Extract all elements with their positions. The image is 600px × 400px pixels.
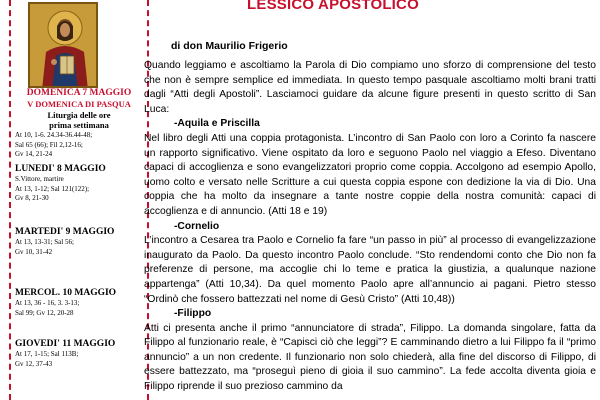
reading-ref: At 17, 1-15; Sal 113B; [15,350,79,358]
christ-pantocrator-icon [28,2,98,88]
sunday-readings [15,131,147,160]
reading-ref: Gv 12, 37-43 [15,359,53,368]
reading-ref: At 13, 36 - 16, 3. 3-13; [15,299,80,307]
reading-ref: Sal 99; Gv 12, 20-28 [15,308,74,317]
reading-ref: Sal 65 (66); Fil 2,12-16; [15,140,83,149]
reading-ref: At 10, 1-6. 24.34-36.44-48; [15,131,93,139]
reading-ref: Gv 14, 21-24 [15,150,53,158]
liturgical-calendar-sidebar [9,0,149,400]
reading-ref: S.Vittore, martire [15,175,64,183]
liturgia-line: Liturgia delle ore [47,110,111,120]
reading-ref: Gv 8, 21-30 [15,194,49,202]
reading-ref: Gv 10, 31-42 [15,247,53,256]
calendar-day-tuesday [15,227,147,257]
page-title: LESSICO APOSTOLICO [247,0,419,13]
calendar-day-label: MARTEDI' 9 MAGGIO [15,227,115,237]
section-paragraph: Atti ci presenta anche il primo “annunciatore di strada”, Filippo. La domanda singolare, fatta da Filippo al funzionario reale, è “Capisci ciò che leggi”? E camminando dietro a lui Filippo fa il “primo annuncio” a un non credente. Il funzionario non solo chiederà, alla fine del discorso di Filippo, di essere battezzato, ma “proseguì pieno di gioia il suo cammino”. La fede accolta diventa gioia e Filippo riprende il suo prezioso cammino da [144,322,596,393]
reading-ref: At 13, 13-31; Sal 56; [15,238,74,246]
section-heading: -Aquila e Priscilla [174,118,260,130]
reading-ref: At 13, 1-12; Sal 121(122); [15,184,90,193]
article-intro: Quando leggiamo e ascoltiamo la Parola di Dio compiamo uno sforzo di comprensione del testo che non è sempre semplice ed immediata. In questo tempo pasquale ascoltiamo molti brani tratti dagli “Atti degli Apostoli”. Lasciamoci guidare da alcune figure presenti in questo scritto di San Luca: [144,60,596,115]
calendar-day-monday [15,164,147,204]
calendar-day-label: GIOVEDI' 11 MAGGIO [15,339,116,349]
sunday-date-title: DOMENICA 7 MAGGIO [26,88,132,98]
liturgia-line: prima settimana [49,120,109,130]
sunday-liturgical-name: V DOMENICA DI PASQUA [27,99,131,109]
liturgia-ore-note [11,110,147,130]
section-heading: -Cornelio [174,220,220,232]
article-author: di don Maurilio Frigerio [171,40,288,52]
calendar-day-wednesday [15,288,147,318]
calendar-day-label: LUNEDI' 8 MAGGIO [15,164,106,174]
section-heading: -Filippo [174,308,212,320]
section-paragraph: L’incontro a Cesarea tra Paolo e Cornelio fa fare “un passo in più” al processo di evangelizzazione inaugurato da Paolo. Da questo incontro Paolo conclude. “Sto rendendomi conto che Dio non fa preferenze di persone, ma accoglie chi lo teme e pratica la giustizia, a qualunque nazione appartenga” (Atti 10,34). Da quel momento Paolo apre all’annuncio ai pagani. Pietro stesso “Ordinò che fossero battezzati nel nome di Gesù Cristo” (Atti 10,48)) [144,235,596,305]
section-paragraph: Nel libro degli Atti una coppia protagonista. L’incontro di San Paolo con loro a Corinto fa nascere un rapporto significativo. Viene ospitato da loro e seguono Paolo nel viaggio a Efeso. Diventano capaci di accoglienza e sono evangelizzatori proprio come coppia. Accolgono ad esempio Apollo, uomo colto e versato nelle Scritture a cui questa coppia espone con dedizione la via di Dio. Una coppia che ha molto da insegnare a tante nostre coppie della nostra comunità: capaci di accoglienza e di annuncio. (Atti 18 e 19) [144,132,596,217]
calendar-day-label: MERCOL. 10 MAGGIO [15,288,117,298]
calendar-day-thursday [15,339,147,369]
article-body [144,59,596,395]
